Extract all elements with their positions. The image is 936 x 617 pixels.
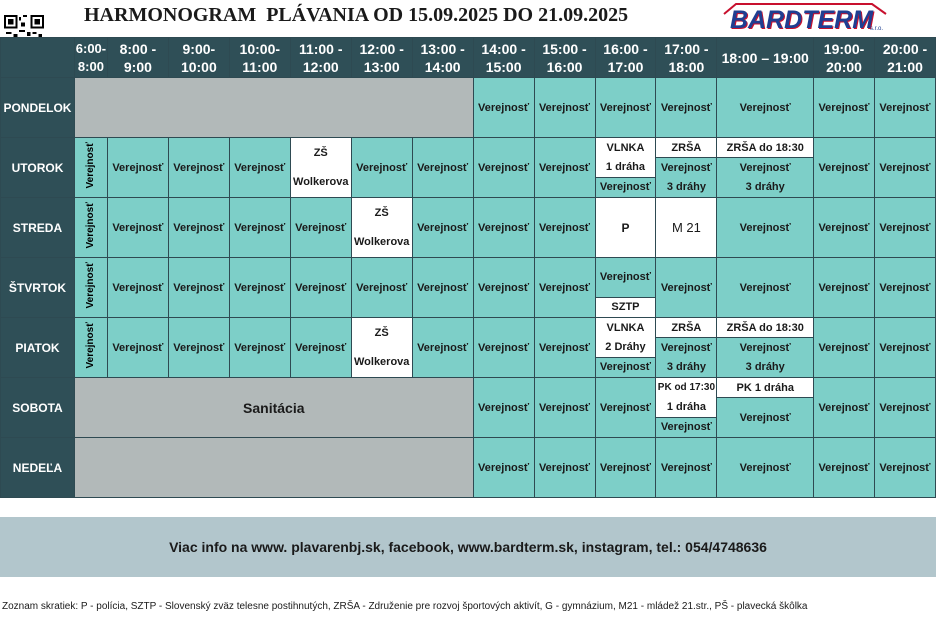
club-label: ZRŠA do 18:30 bbox=[717, 138, 813, 158]
slot-public: Verejnosť bbox=[875, 198, 936, 258]
slot-public: Verejnosť bbox=[656, 258, 717, 318]
time-header: 20:00 - 21:00 bbox=[875, 38, 936, 78]
slot-public-vertical bbox=[74, 318, 107, 378]
time-header: 9:00- 10:00 bbox=[168, 38, 229, 78]
slot-public: Verejnosť bbox=[717, 78, 814, 138]
day-label: PONDELOK bbox=[1, 78, 75, 138]
slot-public: Verejnosť bbox=[290, 198, 351, 258]
slot-public: Verejnosť bbox=[168, 258, 229, 318]
slot-police: P bbox=[595, 198, 656, 258]
slot-public: Verejnosť bbox=[534, 138, 595, 198]
slot-public: Verejnosť bbox=[656, 78, 717, 138]
slot-public: Verejnosť bbox=[814, 378, 875, 438]
school-name: Wolkerova bbox=[352, 348, 412, 378]
slot-public: Verejnosť bbox=[875, 138, 936, 198]
school-label: ZŠ bbox=[352, 198, 412, 228]
slot-public: Verejnosť bbox=[814, 78, 875, 138]
day-label: STREDA bbox=[1, 198, 75, 258]
slot-public: Verejnosť bbox=[412, 198, 473, 258]
lanes-label: 2 Dráhy bbox=[596, 337, 656, 356]
day-row bbox=[1, 78, 936, 138]
slot-public: Verejnosť bbox=[875, 318, 936, 378]
slot-public-vertical bbox=[74, 198, 107, 258]
time-header: 8:00 - 9:00 bbox=[107, 38, 168, 78]
slot-public: Verejnosť bbox=[351, 258, 412, 318]
time-header: 17:00 - 18:00 bbox=[656, 38, 717, 78]
slot-public: Verejnosť bbox=[595, 78, 656, 138]
closed-block bbox=[74, 438, 473, 498]
day-row bbox=[1, 198, 936, 258]
day-row bbox=[1, 138, 936, 198]
slot-public: Verejnosť bbox=[596, 357, 656, 377]
slot-public: Verejnosť bbox=[229, 258, 290, 318]
time-header: 14:00 - 15:00 bbox=[473, 38, 534, 78]
slot-vlnka bbox=[595, 318, 656, 378]
lanes-label: 1 dráha bbox=[596, 157, 656, 176]
slot-public: Verejnosť bbox=[814, 318, 875, 378]
slot-public: Verejnosť bbox=[473, 318, 534, 378]
slot-public: Verejnosť bbox=[814, 258, 875, 318]
school-name: Wolkerova bbox=[291, 168, 351, 198]
club-label: ZRŠA bbox=[656, 138, 716, 158]
slot-school bbox=[351, 198, 412, 258]
slot-public: Verejnosť bbox=[717, 198, 814, 258]
day-label: PIATOK bbox=[1, 318, 75, 378]
club-label: PK od 17:30 bbox=[656, 378, 716, 397]
school-label: ZŠ bbox=[291, 138, 351, 168]
slot-public: Verejnosť bbox=[412, 138, 473, 198]
slot-public: Verejnosť bbox=[875, 258, 936, 318]
time-header: 11:00 - 12:00 bbox=[290, 38, 351, 78]
time-header: 13:00 - 14:00 bbox=[412, 38, 473, 78]
lanes-label: 1 dráha bbox=[656, 397, 716, 416]
corner-cell bbox=[1, 38, 75, 78]
time-header: 6:00- 8:00 bbox=[74, 38, 107, 78]
club-label: ZRŠA do 18:30 bbox=[717, 318, 813, 338]
school-name: Wolkerova bbox=[352, 228, 412, 258]
slot-public: Verejnosť bbox=[412, 318, 473, 378]
slot-public: Verejnosť bbox=[656, 417, 716, 437]
slot-public: Verejnosť bbox=[656, 438, 717, 498]
slot-public: Verejnosť bbox=[717, 438, 814, 498]
slot-zrsa bbox=[717, 318, 814, 378]
time-header: 19:00- 20:00 bbox=[814, 38, 875, 78]
page-header bbox=[0, 0, 936, 38]
slot-public: Verejnosť bbox=[875, 438, 936, 498]
time-header: 16:00 - 17:00 bbox=[595, 38, 656, 78]
slot-public: Verejnosť bbox=[717, 258, 814, 318]
day-label: SOBOTA bbox=[1, 378, 75, 438]
slot-public-vertical bbox=[74, 138, 107, 198]
slot-public: Verejnosť bbox=[168, 318, 229, 378]
slot-public: Verejnosť bbox=[473, 378, 534, 438]
club-label: VLNKA bbox=[596, 138, 656, 157]
lanes-label: 3 dráhy bbox=[717, 358, 813, 377]
lanes-label: 3 dráhy bbox=[656, 358, 716, 377]
bardterm-logo bbox=[722, 0, 888, 38]
day-label: ŠTVRTOK bbox=[1, 258, 75, 318]
slot-public: Verejnosť bbox=[290, 318, 351, 378]
header-row bbox=[1, 38, 936, 78]
slot-public: Verejnosť bbox=[351, 138, 412, 198]
club-label: SZTP bbox=[596, 297, 656, 317]
day-row bbox=[1, 318, 936, 378]
logo-text: BARDTERM bbox=[730, 6, 874, 34]
slot-public: Verejnosť bbox=[473, 78, 534, 138]
slot-public: Verejnosť bbox=[875, 378, 936, 438]
slot-public: Verejnosť bbox=[717, 338, 813, 357]
slot-vlnka bbox=[595, 138, 656, 198]
sanitation-block: Sanitácia bbox=[74, 378, 473, 438]
lanes-label: 3 dráhy bbox=[656, 178, 716, 197]
contact-info-banner: Viac info na www. plavarenbj.sk, facebook, www.bardterm.sk, instagram, tel.: 054/4748636 bbox=[0, 517, 936, 577]
slot-public: Verejnosť bbox=[595, 438, 656, 498]
slot-public: Verejnosť bbox=[229, 318, 290, 378]
school-label: ZŠ bbox=[352, 318, 412, 348]
slot-public: Verejnosť bbox=[717, 158, 813, 177]
slot-public: Verejnosť bbox=[595, 378, 656, 438]
slot-pk bbox=[717, 378, 814, 438]
slot-public: Verejnosť bbox=[412, 258, 473, 318]
slot-public: Verejnosť bbox=[229, 198, 290, 258]
slot-sztp bbox=[595, 258, 656, 318]
slot-public: Verejnosť bbox=[656, 338, 716, 357]
slot-zrsa bbox=[656, 318, 717, 378]
slot-public-label: Verejnosť bbox=[85, 321, 97, 369]
club-label: PK 1 dráha bbox=[717, 378, 813, 398]
slot-zrsa bbox=[656, 138, 717, 198]
schedule-table bbox=[0, 37, 936, 498]
page-title: HARMONOGRAM PLÁVANIA OD 15.09.2025 DO 21.09.2025 bbox=[84, 4, 629, 26]
slot-public-vertical bbox=[74, 258, 107, 318]
slot-public: Verejnosť bbox=[290, 258, 351, 318]
abbreviation-legend: Zoznam skratiek: P - polícia, SZTP - Slovenský zväz telesne postihnutých, ZRŠA - Združenie pre rozvoj športových aktivít, G - gymnázium, M21 - mládež 21.str., PŠ - plavecká škôlka bbox=[2, 601, 808, 612]
slot-m21: M 21 bbox=[656, 198, 717, 258]
slot-zrsa bbox=[717, 138, 814, 198]
slot-public: Verejnosť bbox=[534, 438, 595, 498]
slot-public: Verejnosť bbox=[814, 198, 875, 258]
slot-public-label: Verejnosť bbox=[85, 261, 97, 309]
day-label: NEDEĽA bbox=[1, 438, 75, 498]
slot-public: Verejnosť bbox=[814, 438, 875, 498]
slot-public: Verejnosť bbox=[534, 378, 595, 438]
slot-school bbox=[351, 318, 412, 378]
slot-public: Verejnosť bbox=[814, 138, 875, 198]
closed-block bbox=[74, 78, 473, 138]
day-row bbox=[1, 258, 936, 318]
lanes-label: 3 dráhy bbox=[717, 178, 813, 197]
club-label: ZRŠA bbox=[656, 318, 716, 338]
time-header: 12:00 - 13:00 bbox=[351, 38, 412, 78]
slot-school bbox=[290, 138, 351, 198]
slot-public: Verejnosť bbox=[534, 258, 595, 318]
slot-public: Verejnosť bbox=[473, 438, 534, 498]
day-row bbox=[1, 378, 936, 438]
day-row bbox=[1, 438, 936, 498]
day-label: UTOROK bbox=[1, 138, 75, 198]
slot-pk bbox=[656, 378, 717, 438]
logo-suffix: s.r.o. bbox=[870, 26, 884, 32]
slot-public: Verejnosť bbox=[107, 138, 168, 198]
slot-public: Verejnosť bbox=[107, 258, 168, 318]
slot-public: Verejnosť bbox=[596, 177, 656, 197]
slot-public-label: Verejnosť bbox=[85, 201, 97, 249]
slot-public: Verejnosť bbox=[596, 258, 656, 297]
slot-public-label: Verejnosť bbox=[85, 141, 97, 189]
slot-public: Verejnosť bbox=[534, 198, 595, 258]
slot-public: Verejnosť bbox=[656, 158, 716, 177]
slot-public: Verejnosť bbox=[473, 138, 534, 198]
slot-public: Verejnosť bbox=[473, 258, 534, 318]
time-header: 10:00- 11:00 bbox=[229, 38, 290, 78]
slot-public: Verejnosť bbox=[107, 198, 168, 258]
slot-public: Verejnosť bbox=[168, 198, 229, 258]
slot-public: Verejnosť bbox=[534, 318, 595, 378]
slot-public: Verejnosť bbox=[875, 78, 936, 138]
time-header: 18:00 – 19:00 bbox=[717, 38, 814, 78]
slot-public: Verejnosť bbox=[168, 138, 229, 198]
slot-public: Verejnosť bbox=[534, 78, 595, 138]
slot-public: Verejnosť bbox=[473, 198, 534, 258]
time-header: 15:00 - 16:00 bbox=[534, 38, 595, 78]
slot-public: Verejnosť bbox=[229, 138, 290, 198]
slot-public: Verejnosť bbox=[107, 318, 168, 378]
club-label: VLNKA bbox=[596, 318, 656, 337]
slot-public: Verejnosť bbox=[717, 398, 813, 437]
